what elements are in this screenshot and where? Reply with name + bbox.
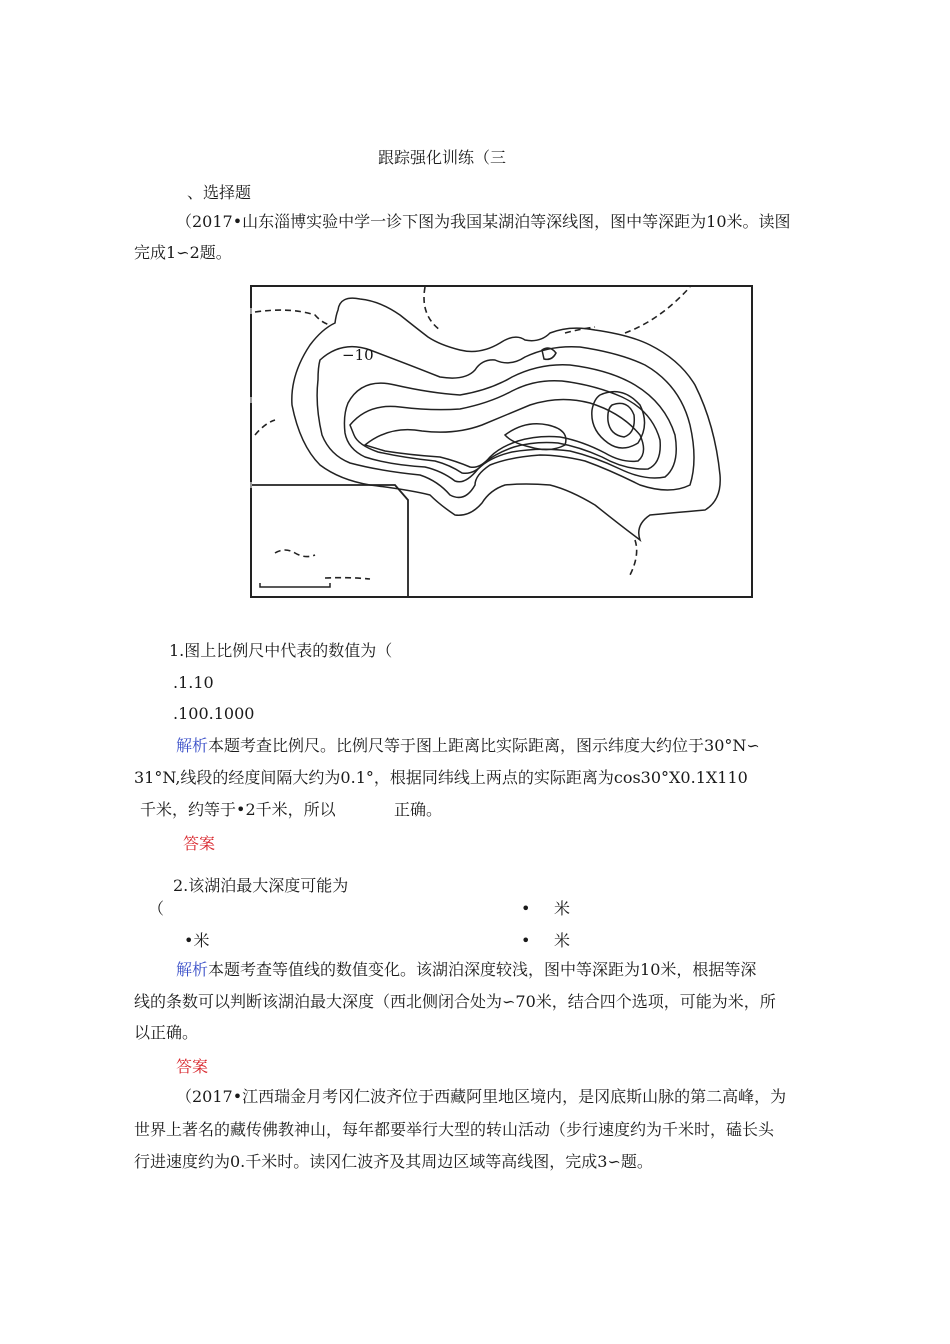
intro2-line1: （2017•江西瑞金月考冈仁波齐位于西藏阿里地区境内，是冈底斯山脉的第二高峰，为 xyxy=(176,1087,787,1106)
q2-option-d-bullet: • xyxy=(521,931,531,950)
q1-analysis-line2: 31°N,线段的经度间隔大约为0.1°，根据同纬线上两点的实际距离为cos30°X0.1X110 xyxy=(134,768,748,787)
q2-answer-label: 答案 xyxy=(176,1057,209,1076)
intro2-line2: 世界上著名的藏传佛教神山，每年都要举行大型的转山活动（步行速度约为千米时，磕长头 xyxy=(134,1120,775,1139)
page-title: 跟踪强化训练（三 xyxy=(378,148,507,167)
q2-option-c-bullet: • xyxy=(521,899,531,918)
contour-label: −10 xyxy=(342,346,374,364)
q2-analysis-line2: 线的条数可以判断该湖泊最大深度（西北侧闭合处为∽70米，结合四个选项，可能为米，所 xyxy=(134,992,776,1011)
lake-isobath-map xyxy=(250,285,753,598)
q2-analysis-line1 xyxy=(176,960,756,980)
q2-stem: 2.该湖泊最大深度可能为 xyxy=(173,876,349,895)
q1-option-b: .100.1000 xyxy=(173,704,255,723)
q1-analysis-line3b: 正确。 xyxy=(394,800,443,819)
q2-option-c-unit: 米 xyxy=(554,899,571,918)
q2-analysis-line3: 以正确。 xyxy=(134,1023,199,1042)
q2-option-b: •米 xyxy=(184,931,210,950)
q1-analysis-text1: 本题考查比例尺。比例尺等于图上距离比实际距离，图示纬度大约位于30°N∽ xyxy=(208,736,760,755)
section-heading: 、选择题 xyxy=(187,183,252,202)
q2-paren: （ xyxy=(148,899,165,918)
intro1-line1: （2017•山东淄博实验中学一诊下图为我国某湖泊等深线图，图中等深距为10米。读图 xyxy=(176,212,791,231)
intro1-line2: 完成1∽2题。 xyxy=(134,243,232,262)
intro2-line3: 行进速度约为0.千米时。读冈仁波齐及其周边区域等高线图，完成3∽题。 xyxy=(134,1152,653,1171)
q1-answer-label: 答案 xyxy=(183,834,216,853)
q2-option-d-unit: 米 xyxy=(554,931,571,950)
q1-analysis-label: 解析 xyxy=(176,736,209,755)
q2-analysis-text1: 本题考查等值线的数值变化。该湖泊深度较浅，图中等深距为10米，根据等深 xyxy=(208,960,757,979)
q1-analysis-line1 xyxy=(176,736,760,756)
q1-stem: 1.图上比例尺中代表的数值为（ xyxy=(169,641,393,660)
q1-analysis-line3a: 千米，约等于•2千米，所以 xyxy=(140,800,336,819)
map-frame xyxy=(251,286,752,597)
q1-option-a: .1.10 xyxy=(173,673,214,692)
q2-analysis-label: 解析 xyxy=(176,960,209,979)
